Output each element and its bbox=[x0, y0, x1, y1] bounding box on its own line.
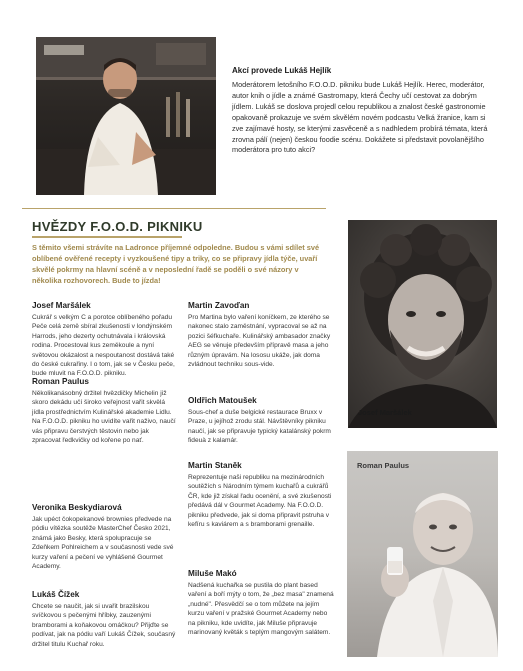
photo-caption-roman: Roman Paulus bbox=[357, 461, 410, 470]
chef-bio: Cukrář s velkým C a porotce oblíbeného pořadu Peče celá země sbíral zkušenosti v londýnském Harrods, jeho dezerty ochutnávala i královská rodina. Procestoval kus zeměkoule a nyní světovou okázalost a nespoutanost dostává také do české cukrařiny. I o tom, jak se v Česku peče, bude mluvit na F.O.O.D. pikniku. bbox=[32, 314, 175, 378]
chef-entry-lukas-cizek bbox=[32, 590, 178, 649]
top-article-title: Akcí provede Lukáš Hejlík bbox=[232, 66, 332, 75]
title-underline bbox=[32, 236, 182, 238]
section-divider bbox=[22, 208, 326, 209]
chef-name: Oldřich Matoušek bbox=[188, 396, 257, 405]
top-article-body: Moderátorem letošního F.O.O.D. pikniku bude Lukáš Hejlík. Herec, moderátor, autor knih o jídle a známé Gastromapy, která Čechy učí cestovat za dobrým jídlem. Lukáš se doslova projedl celou republikou a znalost české gastronomie opakovaně prokazuje ve svém skvělém novém podcastu Velká žranice, kam si zve zajímavé hosty, se kterými zasvěceně a s nadhledem probírá témata, která zrovna pálí (nejen) českou foodie scénu. Dokážete si představit povolanějšího moderátora pro tuto akci? bbox=[232, 80, 488, 155]
section-title: HVĚZDY F.O.O.D. PIKNIKU bbox=[32, 219, 203, 234]
photo-caption-josef: Josef Maršálek bbox=[358, 408, 412, 417]
josef-marsalek-photo bbox=[348, 220, 497, 428]
chef-bio: Sous-chef a duše belgické restaurace Bruxx v Praze, u jejíhož zrodu stál. Návštěvníky pikniku naučí, jak se připravuje typický katalánský pokrm fideuà z kalamár. bbox=[188, 409, 331, 445]
chef-bio: Reprezentuje naši republiku na mezinárodních soutěžích s Národním týmem kuchařů a cukrářů ČR, kde již získal řadu ocenění, a své zkušenosti předává dál v Gourmet Academy. Na F.O.O.D. pikniku předvede, jak si doma připravit pstruha v kefíru s kaviárem a s bramborami grenaille. bbox=[188, 474, 332, 529]
chef-name: Martin Zavoďan bbox=[188, 301, 250, 310]
chef-bio: Pro Martina bylo vaření koníčkem, ze kterého se nakonec stalo zaměstnání, vypracoval se až na pozici šéfkuchaře. Kulinářský ambasador značky AEG se věnuje především přípravě masa a jeho různým úpravám. Na lososu ukáže, jak doma zvládnout techniku sous-vide. bbox=[188, 314, 331, 369]
lukas-hejlik-photo bbox=[36, 37, 216, 195]
chef-entry-oldrich-matousek bbox=[188, 396, 334, 446]
chef-entry-veronika-beskydiarova bbox=[32, 503, 178, 571]
roman-paulus-photo bbox=[347, 451, 498, 657]
chef-entry-roman-paulus bbox=[32, 377, 178, 445]
chef-name: Miluše Makó bbox=[188, 569, 237, 578]
chef-bio: Několikanásobný držitel hvězdičky Michelin již skoro dekádu učí široko veřejnost vařit skvělá jídla prostřednictvím Kulinářské akademie Lidlu. Na F.O.O.D. pikniku ho uvidíte vařit naživo, naučí vás připravu čerstvých těstovin nebo jak zpracovat ředkvičky od kořene po nať. bbox=[32, 390, 176, 445]
chef-bio: Chcete se naučit, jak si uvařit brazilskou svíčkovou s pečenými hříbky, zauzenými bramborami a koňakovou omáčkou? Přijďte se podívat, jak na pódiu vaří Lukáš Čížek, současný držitel titulu Kuchař roku. bbox=[32, 603, 176, 648]
chef-name: Roman Paulus bbox=[32, 377, 89, 386]
section-intro: S těmito všemi strávíte na Ladronce příjemné odpoledne. Budou s vámi sdílet své oblíbené ověřené recepty i vyzkoušené tipy a triky, co se připravy jídla týče, uvaří skvělé pokrmy na hlavní scéně a v neposlední řadě se poděli o své názory v několika rozhovorech. Bude to jízda! bbox=[32, 243, 320, 285]
chef-name: Martin Staněk bbox=[188, 461, 242, 470]
chef-name: Lukáš Čížek bbox=[32, 590, 80, 599]
chef-entry-josef-marsalek bbox=[32, 301, 178, 379]
chef-entry-martin-zavodan bbox=[188, 301, 334, 369]
chef-entry-martin-stanek bbox=[188, 461, 334, 529]
chef-entry-miluse-mako bbox=[188, 569, 334, 637]
chef-name: Josef Maršálek bbox=[32, 301, 91, 310]
chef-name: Veronika Beskydiarová bbox=[32, 503, 122, 512]
chef-bio: Nadšená kuchařka se pustila do plant based vaření a boří mýty o tom, že „bez masa" znamená „nudné". Přesvědčí se o tom můžete na jejím kurzu vaření v pražské Gourmet Academy nebo na pikniku, kde uvidíte, jak Miluše připravuje marinovaný květák s teplým mangovým salátem. bbox=[188, 582, 334, 637]
chef-bio: Jak upéct čokopekanové brownies předvede na pódiu vítězka soutěže MasterChef Česko 2021, známá jako Besky, která spolupracuje se Zdeňkem Pohlreichem a v současnosti vede své kurzy vaření a pečení ve vyhlášené Gourmet Academy. bbox=[32, 516, 174, 571]
